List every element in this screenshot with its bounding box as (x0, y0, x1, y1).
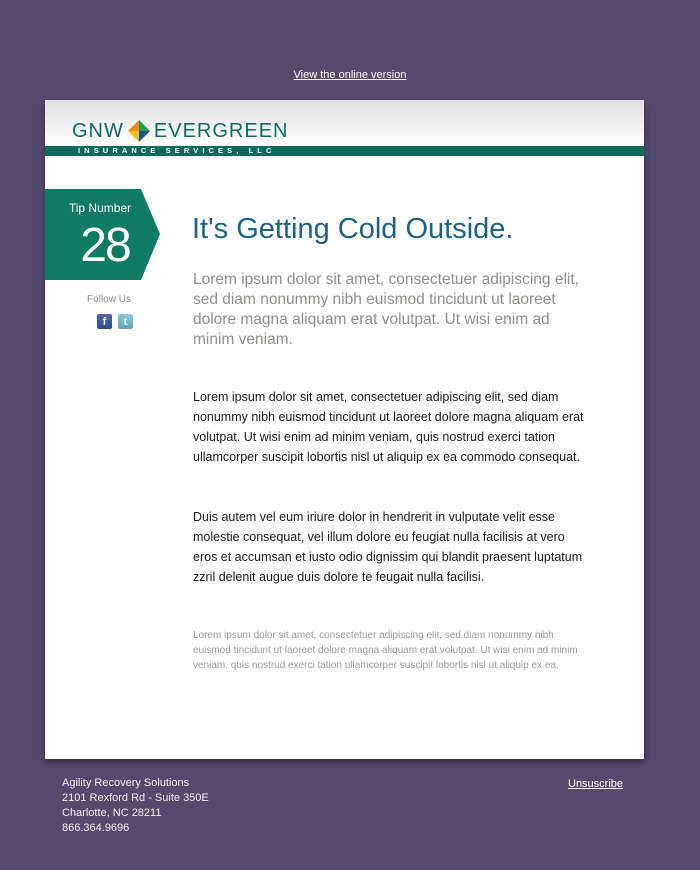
lead-paragraph: Lorem ipsum dolor sit amet, consectetuer adipiscing elit, sed diam nonummy nibh euismod tincidunt ut laoreet dolore magna aliquam erat volutpat. Ut wisi enim ad minim veniam. (193, 271, 579, 348)
tip-badge (45, 189, 160, 280)
phone: 866.364.9696 (62, 822, 130, 834)
header (45, 100, 644, 146)
unsubscribe-link[interactable]: Unsuscribe (568, 778, 624, 790)
view-online-link[interactable]: View the online version (293, 69, 407, 81)
facebook-icon[interactable]: f (97, 314, 112, 329)
address-line-1: 2101 Rexford Rd - Suite 350E (62, 792, 209, 804)
email-card (45, 100, 644, 759)
page-title: It's Getting Cold Outside. (192, 213, 514, 245)
diamond-logo-icon (128, 120, 150, 142)
logo-text-left: GNW (72, 119, 124, 142)
tip-label: Tip Number (68, 201, 132, 215)
footer-address (62, 776, 209, 836)
logo (72, 120, 288, 142)
tagline: INSURANCE SERVICES, LLC (78, 146, 276, 155)
follow-us-label: Follow Us (87, 294, 131, 305)
preheader (0, 69, 700, 81)
twitter-icon[interactable]: t (118, 314, 133, 329)
body-paragraph: Duis autem vel eum iriure dolor in hendrerit in vulputate velit esse molestie consequat, vel illum dolore eu feugiat nulla facilisis at vero eros et accumsan et iusto odio dignissim qui blandit praesent luptatum zzril delenit augue duis dolore te feugait nulla facilisi. (193, 510, 583, 584)
company-name: Agility Recovery Solutions (62, 777, 190, 789)
fine-print: Lorem ipsum dolor sit amet, consectetuer adipiscing elit, sed diam nonummy nibh euismod tincidunt ut laoreet dolore magna aliquam erat volutpat. Ut wisi enim ad minim veniam, quis nostrud exerci tation ullamcorper suscipit lobortis nisl ut aliquip ex ea. (193, 630, 578, 671)
logo-text-right: EVERGREEN (153, 119, 289, 142)
body-paragraph: Lorem ipsum dolor sit amet, consectetuer adipiscing elit, sed diam nonummy nibh euismod tincidunt ut laoreet dolore magna aliquam erat volutpat. Ut wisi enim ad minim veniam, quis nostrud exerci tation ullamcorper suscipit lobortis nisl ut aliquip ex ea commodo consequat. (193, 390, 584, 464)
address-line-2: Charlotte, NC 28211 (62, 807, 162, 819)
tip-number: 28 (80, 219, 130, 272)
